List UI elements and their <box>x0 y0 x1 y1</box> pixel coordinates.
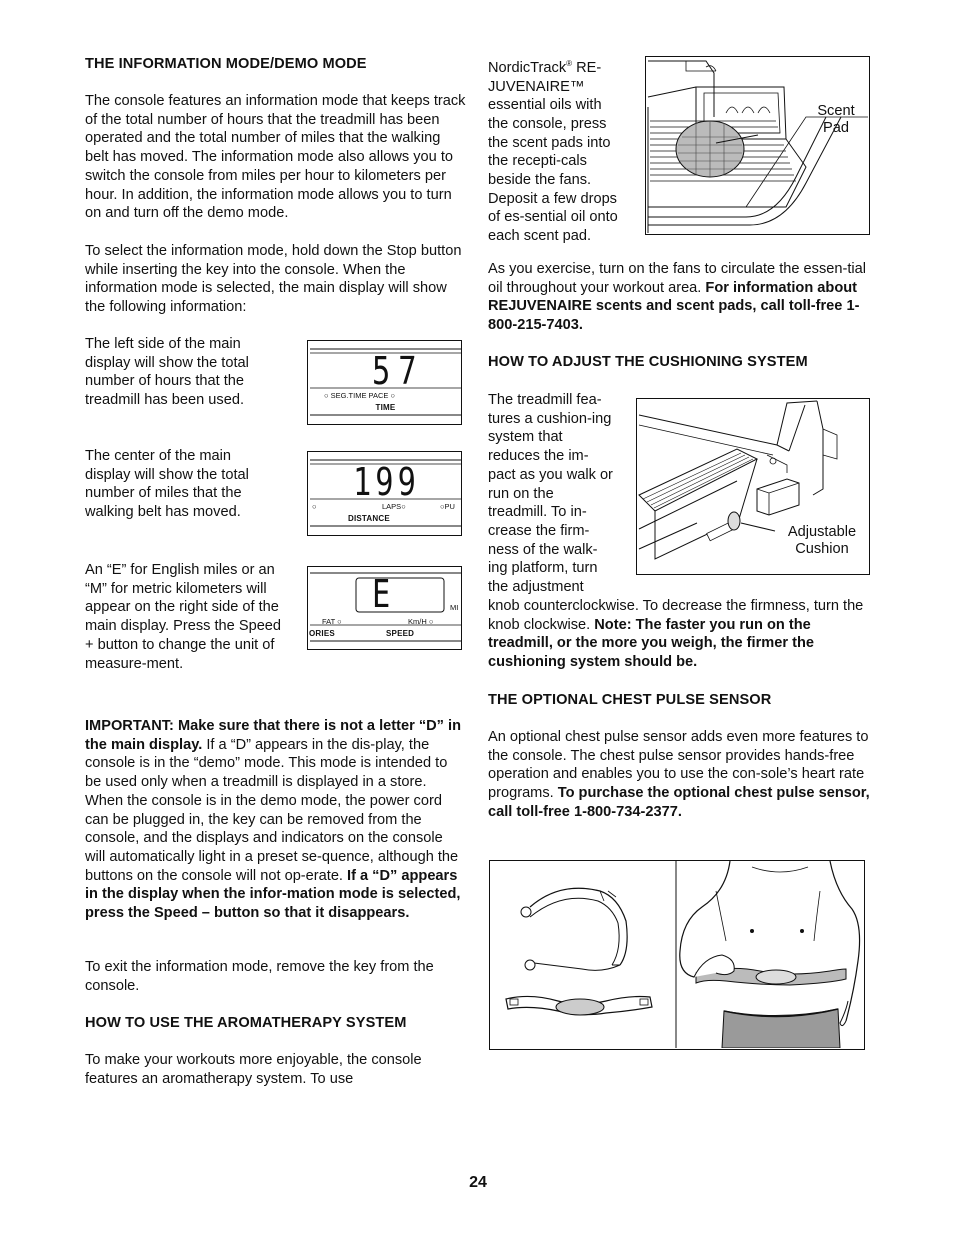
adjustable-cushion-label: Adjustable Cushion <box>787 524 857 557</box>
pulse-label: PU <box>444 502 455 511</box>
important-bold-intro: IMPORTANT: Make sure that there is not a letter “D” in the main display. <box>85 718 461 753</box>
fat-label: FAT <box>322 617 336 626</box>
cushion-continued-text: knob counterclockwise. To decrease the firmness, turn the knob clockwise. <box>488 598 864 633</box>
units-paragraph: An “E” for English miles or an “M” for metric kilometers will appear on the right side of the main display. Press the Speed + button to change the unit of measure-ment. <box>85 562 282 672</box>
chest-sensor-illustration <box>490 861 863 1048</box>
miles-paragraph: The center of the main display will show the total number of miles that the walking belt has moved. <box>85 448 249 521</box>
scent-pad-illustration <box>646 57 868 233</box>
aroma-continued-text: RE-JUVENAIRE™ essential oils with the console, press the scent pads into the recepti-cals beside the fans. Deposit a few drops of es-sential oil onto each scent pad. <box>488 59 618 245</box>
miles-display-figure <box>307 451 462 536</box>
chest-sensor-contact-bold: To purchase the optional chest pulse sensor, call toll-free 1-800-734-2377. <box>488 785 870 820</box>
units-letter: E <box>372 572 391 616</box>
units-display-figure <box>307 566 462 650</box>
seg-time-pace-label: SEG.TIME PACE <box>330 391 389 400</box>
cushion-paragraph: The treadmill fea-tures a cushion-ing system that reduces the im-pact as you walk or run on the treadmill. To in-crease the firm-ness of the walk-ing platform, turn the adjustment <box>488 392 613 596</box>
hours-indicator-labels: ○ SEG.TIME PACE ○ <box>324 391 396 400</box>
aromatherapy-paragraph: To make your workouts more enjoyable, the console features an aromatherapy system. To use <box>85 1052 422 1087</box>
miles-digits: 199 <box>353 460 420 504</box>
calories-partial-label: ORIES <box>309 629 335 638</box>
registered-mark: ® <box>566 59 573 68</box>
aroma-fans-text: As you exercise, turn on the fans to circulate the essen-tial oil throughout your workout area. <box>488 261 867 296</box>
exit-mode-paragraph: To exit the information mode, remove the key from the console. <box>85 959 434 994</box>
chest-sensor-figure <box>489 860 865 1050</box>
info-mode-paragraph: The console features an information mode that keeps track of the total number of hours that the treadmill has been operated and the total number of miles that the walking belt has moved. The information mode also allows you to switch the console from miles per hour to kilometers per hour. In addition, the information mode allows you to turn on and turn off the demo mode. <box>85 93 466 222</box>
hours-display-figure <box>307 340 462 425</box>
scent-pad-figure <box>645 56 870 235</box>
important-bold-instruction: If a “D” appears in the display when the infor-mation mode is selected, press the Speed – button so that it disappears. <box>85 867 461 922</box>
hours-paragraph: The left side of the main display will show the total number of hours that the treadmill has been used. <box>85 336 249 409</box>
aroma-contact-bold: For information about REJUVENAIRE scents and scent pads, call toll-free 1-800-215-7403. <box>488 279 860 334</box>
hours-digits: 57 <box>372 349 425 393</box>
select-mode-paragraph: To select the information mode, hold down the Stop button while inserting the key into the console. When the information mode is selected, the main display will show the following information: <box>85 243 462 316</box>
page-number: 24 <box>469 1174 487 1191</box>
cushion-figure <box>636 398 870 575</box>
speed-label: SPEED <box>386 629 415 638</box>
important-paragraph <box>85 717 467 923</box>
laps-indicator: LAPS○ <box>382 502 406 511</box>
brand-name: NordicTrack <box>488 59 567 76</box>
cushion-continued-paragraph <box>488 597 873 672</box>
scent-pad-label: Scent Pad <box>817 103 855 136</box>
laps-label: LAPS <box>382 502 402 511</box>
kmh-indicator: Km/H ○ <box>408 617 434 626</box>
heading-cushioning: HOW TO ADJUST THE CUSHIONING SYSTEM <box>488 354 808 370</box>
aroma-fans-paragraph <box>488 260 873 335</box>
cushion-note-bold: Note: The faster you run on the treadmill, or the more you weigh, the firmer the cushioning system should be. <box>488 616 814 671</box>
heading-chest-sensor: THE OPTIONAL CHEST PULSE SENSOR <box>488 692 772 708</box>
distance-label: DISTANCE <box>348 514 390 523</box>
mi-label: MI <box>450 603 459 612</box>
fat-indicator: FAT ○ <box>322 617 342 626</box>
circle-indicator-left: ○ <box>312 502 317 511</box>
pulse-indicator: ○PU <box>440 502 455 511</box>
time-label: TIME <box>375 403 396 412</box>
chest-sensor-text: An optional chest pulse sensor adds even more features to the console. The chest pulse sensor provides hands-free operation and enables you to use the con-sole’s heart rate programs. <box>488 729 869 802</box>
kmh-label: Km/H <box>408 617 427 626</box>
heading-information-mode: THE INFORMATION MODE/DEMO MODE <box>85 56 367 72</box>
heading-aromatherapy: HOW TO USE THE AROMATHERAPY SYSTEM <box>85 1015 407 1031</box>
chest-sensor-paragraph <box>488 728 873 822</box>
aroma-continued-paragraph <box>488 55 623 246</box>
important-body: If a “D” appears in the dis-play, the console is in the “demo” mode. This mode is intended to be used only when a treadmill is displayed in a store. When the console is in the demo mode, the power cord can be plugged in, the key can be removed from the console, and the displays and indicators on the console will automatically light in a preset se-quence, although the buttons on the console will not op-erate. <box>85 736 459 884</box>
